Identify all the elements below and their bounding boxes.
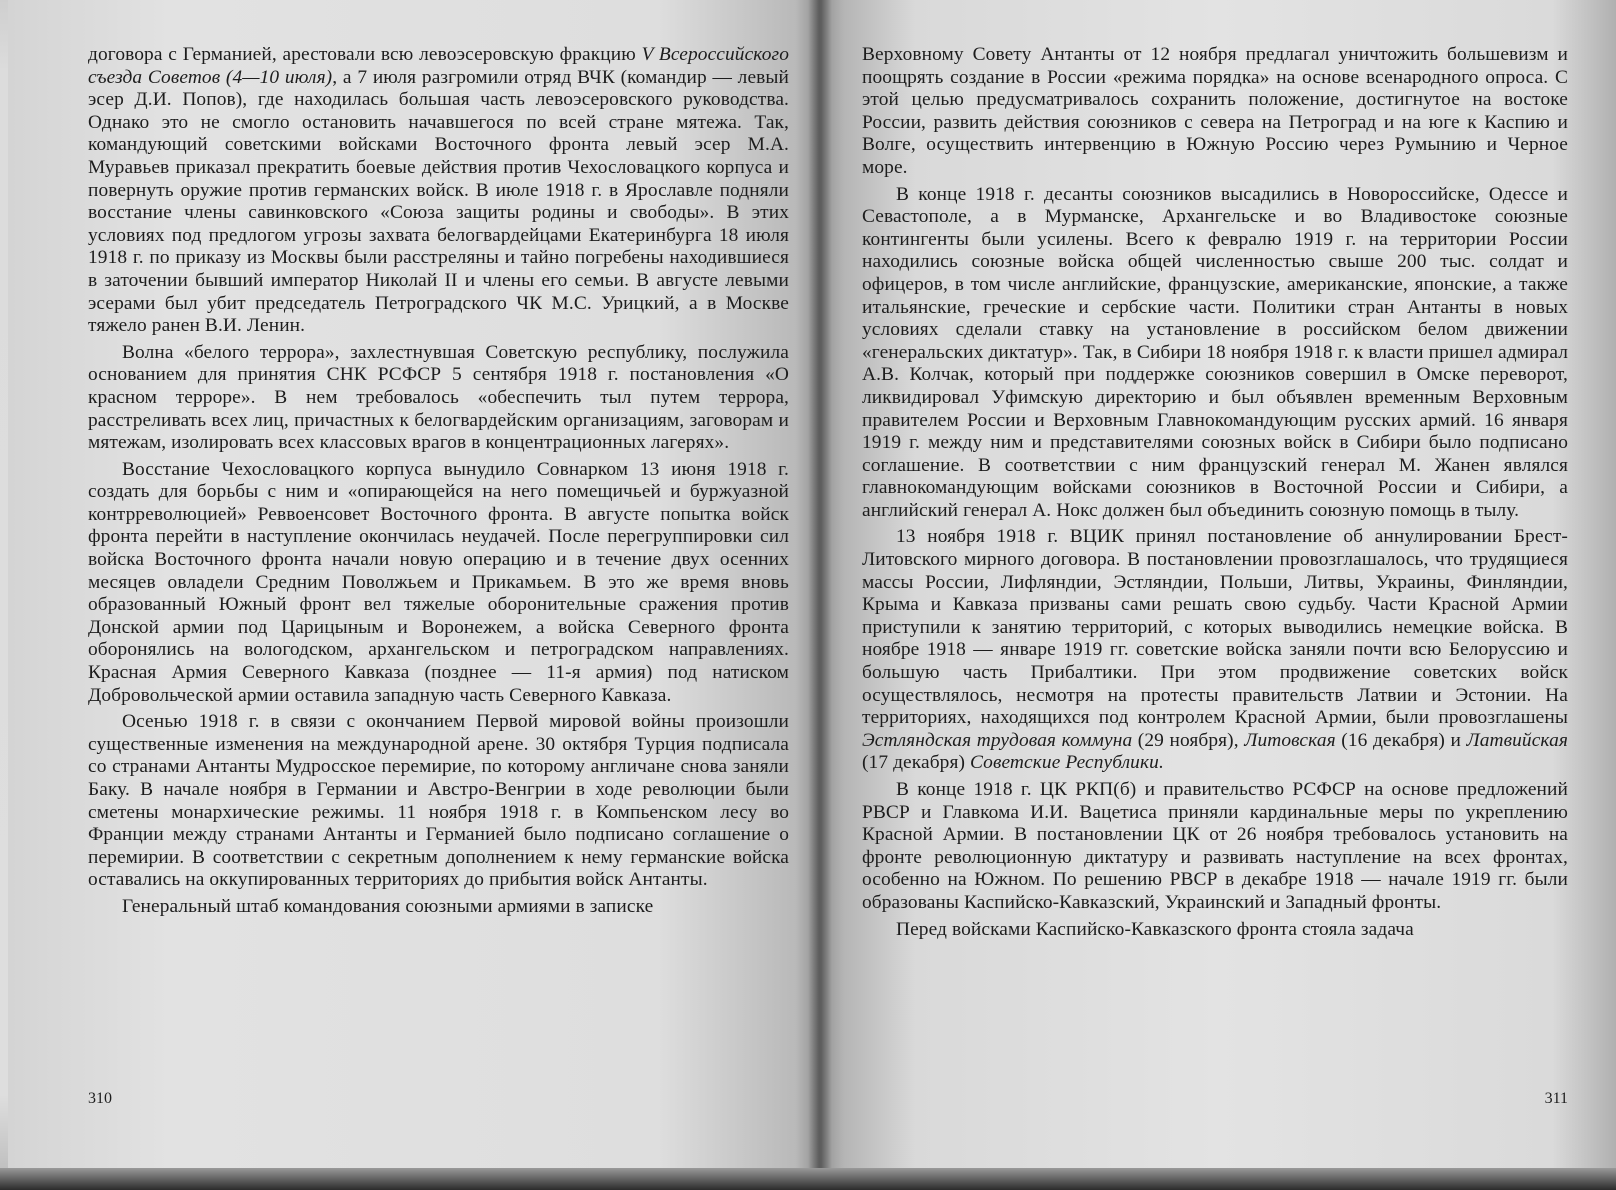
page-number: 311 (1544, 1090, 1568, 1107)
left-page (8, 0, 820, 1168)
page-bottom-edge (0, 1168, 1616, 1190)
text-run: Перед войсками Каспийско-Кавказского фронта стояла задача (896, 918, 1414, 940)
italic-text-run: Латвийская (1466, 729, 1569, 751)
text-run: Восстание Чехословацкого корпуса вынудило Совнарком 13 июня 1918 г. создать для борьбы с ним и «опирающейся на него помещичьей и буржуазной контрреволюцией» Реввоенсовет Восточного фронта. В августе попытка войск фронта перейти в наступление окончилась неудачей. После перегруппировки сил войска Восточного фронта начали новую операцию и в течение двух осенних месяцев овладели Средним Поволжьем и Прикамьем. В это же время вновь образованный Южный фронт вел тяжелые оборонительные сражения против Донской армии под Царицыным и Воронежем, а войска Северного фронта оборонялись на вологодском, архангельском и петроградском направлениях. Красная Армия Северного Кавказа (позднее — 11-я армия) под натиском Добровольческой армии оставила западную часть Северного Кавказа. (88, 458, 789, 706)
italic-text-run: Советские Республики. (970, 752, 1164, 774)
paragraph (862, 526, 1568, 775)
text-run: (17 декабря) (862, 752, 970, 774)
right-page-text (862, 44, 1568, 941)
text-run: договора с Германией, арестовали всю левоэсеровскую фракцию (88, 44, 642, 65)
text-run: Генеральный штаб командования союзными армиями в записке (122, 895, 654, 917)
paragraph (88, 896, 789, 919)
text-run: В конце 1918 г. ЦК РКП(б) и правительство РСФСР на основе предложений РВСР и Главкома И.И. Вацетиса приняли кардинальные меры по укреплению Красной Армии. В постановлении ЦК от 26 ноября требовалось установить на фронте революционную диктатуру и развивать наступление на всех фронтах, особенно на Южном. По решению РВСР в декабре 1918 — начале 1919 гг. были образованы Каспийско-Кавказский, Украинский и Западный фронты. (862, 779, 1568, 913)
paragraph (88, 711, 789, 892)
text-run: Верховному Совету Антанты от 12 ноября предлагал уничтожить большевизм и поощрять создание в России «режима порядка» на основе всенародного опроса. С этой целью предусматривалось сохранить положение, достигнутое на востоке России, развить действия союзников с севера на Петроград и на юге к Каспию и Волге, осуществить интервенцию в Южную Россию через Румынию и Черное море. (862, 44, 1568, 178)
paragraph (862, 919, 1568, 942)
italic-text-run: Эстляндская трудовая коммуна (862, 729, 1133, 751)
text-run: Осенью 1918 г. в связи с окончанием Первой мировой войны произошли существенные изменения на международной арене. 30 октября Турция подписала со странами Антанты Мудросское перемирие, по которому англичане снова заняли Баку. В начале ноября в Германии и Австро-Венгрии в ходе революции были сметены монархические режимы. 11 ноября 1918 г. в Компьенском лесу во Франции между странами Антанты и Германией было подписано соглашение о перемирии. В соответствии с секретным дополнением к нему германские войска оставались на оккупированных территориях до прибытия войск Антанты. (88, 711, 789, 891)
text-run: (29 ноября), (1132, 729, 1245, 751)
text-run: 13 ноября 1918 г. ВЦИК принял постановление об аннулировании Брест-Литовского мирного договора. В постановлении провозглашалось, что трудящиеся массы России, Лифляндии, Эстляндии, Польши, Литвы, Украины, Финляндии, Крыма и Кавказа призваны сами решать свою судьбу. Части Красной Армии приступили к занятию территорий, с которых выводились немецкие войска. В ноябре 1918 — январе 1919 гг. советские войска заняли почти всю Белоруссию и большую часть Прибалтики. При этом продвижение советских войск осуществлялось, несмотря на протесты правительств Латвии и Эстонии. На территориях, находящихся под контролем Красной Армии, были провозглашены (862, 526, 1568, 729)
text-run: , а 7 июля разгромили отряд ВЧК (командир — левый эсер Д.И. Попов), где находилась большая часть левоэсеровского руководства. Однако это не смогло остановить начавшегося по всей стране мятежа. Так, командующий советскими войсками Восточного фронта левый эсер М.А. Муравьев приказал прекратить боевые действия против Чехословацкого корпуса и повернуть оружие против германских войск. В июле 1918 г. в Ярославле подняли восстание члены савинковского «Союза защиты родины и свободы». В этих условиях под предлогом угрозы захвата белогвардейцами Екатеринбурга 18 июля 1918 г. по приказу из Москвы были расстреляны и тайно погребены находившиеся в заточении бывший император Николай II и члены его семьи. В августе левыми эсерами был убит председатель Петроградского ЧК М.С. Урицкий, а в Москве тяжело ранен В.И. Ленин. (88, 66, 790, 337)
italic-text-run: Литовская (1244, 729, 1336, 751)
page-number: 310 (88, 1090, 112, 1107)
paragraph (88, 459, 789, 708)
book-gutter (808, 0, 832, 1190)
paragraph (862, 184, 1568, 523)
paragraph (862, 44, 1568, 180)
text-run: В конце 1918 г. десанты союзников высадились в Новороссийске, Одессе и Севастополе, а в Мурманске, Архангельске и во Владивостоке союзные контингенты были усилены. Всего к февралю 1919 г. на территории России находились союзные войска общей численностью свыше 200 тыс. солдат и офицеров, в том числе английские, французские, американские, японские, а также итальянские, греческие и сербские части. Политики стран Антанты в новых условиях сделали ставку на установление в российском белом движении «генеральских диктатур». Так, в Сибири 18 ноября 1918 г. к власти пришел адмирал А.В. Колчак, который при поддержке союзников совершил в Омске переворот, ликвидировал Уфимскую директорию и был объявлен временным Верховным правителем России и Верховным Главнокомандующим русских армий. 16 января 1919 г. между ним и представителями союзных войск в Сибири было подписано соглашение. В соответствии с ним французский генерал М. Жанен являлся главнокомандующим войсками союзников в Восточной России и Сибири, а английский генерал А. Нокс должен был объединить союзную помощь в тылу. (862, 183, 1568, 521)
italic-text-run: V Всероссийского съезда Советов (4—10 июля) (88, 44, 789, 88)
text-run: Волна «белого террора», захлестнувшая Советскую республику, послужила основанием для принятия СНК РСФСР 5 сентября 1918 г. постановления «О красном терроре». В нем требовалось «обеспечить тыл путем террора, расстреливать всех лиц, причастных к белогвардейским организациям, заговорам и мятежам, изолировать всех классовых врагов в концентрационных лагерях». (88, 341, 789, 454)
paragraph (862, 779, 1568, 915)
paragraph (88, 44, 789, 338)
left-page-text (88, 44, 789, 919)
text-run: (16 декабря) и (1335, 729, 1467, 751)
right-page (820, 0, 1616, 1168)
paragraph (88, 342, 789, 455)
